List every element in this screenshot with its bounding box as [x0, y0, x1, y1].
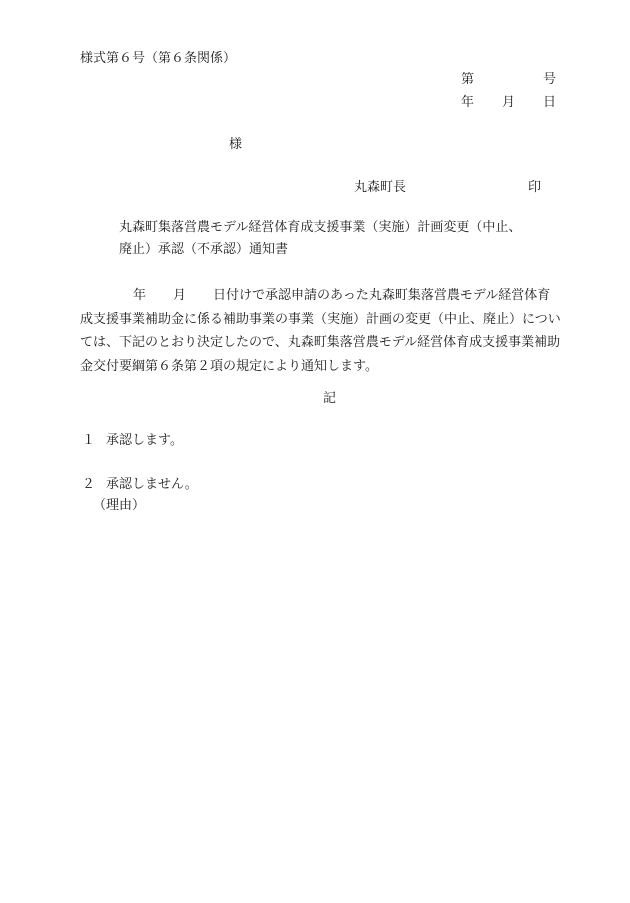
item-1-number: １ — [82, 433, 96, 448]
body-month: 月 — [173, 288, 187, 303]
item-2-text: 承認しません。 — [106, 477, 198, 492]
body-line-1 — [80, 284, 580, 308]
date-month: 月 — [502, 95, 516, 110]
body-paragraph — [80, 284, 580, 378]
ki-heading: 記 — [323, 391, 337, 406]
date-day: 日 — [543, 95, 557, 110]
date-year: 年 — [461, 95, 475, 110]
item-2-number: ２ — [82, 477, 96, 492]
body-line-4: 金交付要綱第６条第２項の規定により通知します。 — [80, 358, 378, 374]
issuer-name: 丸森町長 — [354, 180, 407, 195]
reason-label: （理由） — [93, 498, 146, 513]
seal-mark: 印 — [528, 180, 542, 195]
item-1-text: 承認します。 — [106, 433, 183, 448]
notice-title-line2: 廃止）承認（不承認）通知書 — [119, 242, 289, 257]
recipient-suffix: 様 — [229, 137, 243, 152]
notice-title-line1: 丸森町集落営農モデル経営体育成支援事業（実施）計画変更（中止、 — [119, 220, 522, 235]
body-year: 年 — [133, 288, 147, 303]
doc-number-suffix: 号 — [543, 72, 557, 87]
body-line-3: ては、下記のとおり決定したので、丸森町集落営農モデル経営体育成支援事業補助 — [80, 335, 561, 350]
doc-number-prefix: 第 — [461, 72, 475, 87]
body-line1-rest: 日付けで承認申請のあった丸森町集落営農モデル経営体育 — [213, 288, 551, 303]
body-line-2: 成支援事業補助金に係る補助事業の事業（実施）計画の変更（中止、廃止）につい — [80, 311, 561, 327]
form-number: 様式第６号（第６条関係） — [80, 51, 237, 66]
